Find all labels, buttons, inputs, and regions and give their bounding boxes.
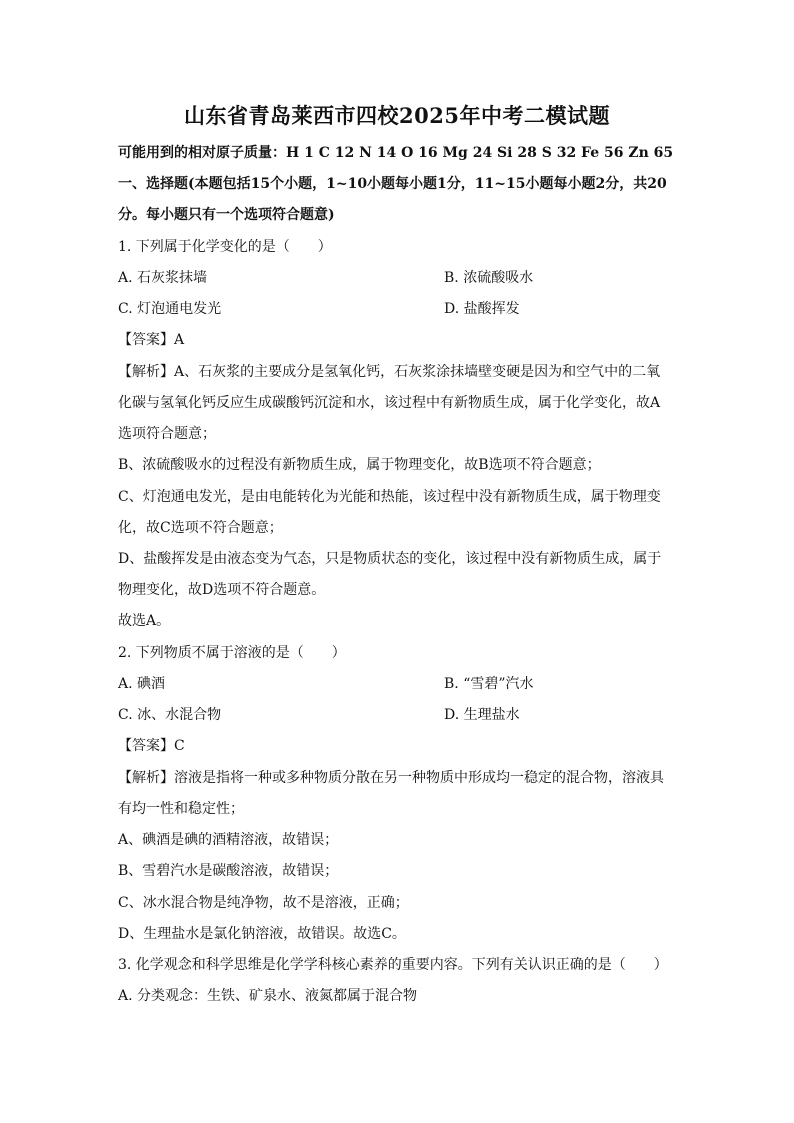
q2-option-a: A. 碘酒 bbox=[118, 676, 166, 692]
q1-stem: 1. 下列属于化学变化的是（ ） bbox=[118, 239, 332, 255]
q1-answer: 【答案】A bbox=[118, 332, 185, 348]
q1-analysis-line: 故选A。 bbox=[118, 613, 171, 629]
section-heading-line1: 一、选择题(本题包括15个小题，1~10小题每小题1分，11~15小题每小题2分，共20 bbox=[118, 176, 667, 192]
q1-analysis-line: B、浓硫酸吸水的过程没有新物质生成，属于物理变化，故B选项不符合题意； bbox=[118, 457, 601, 473]
q2-answer: 【答案】C bbox=[118, 738, 185, 754]
q2-analysis-line: B、雪碧汽水是碳酸溶液，故错误； bbox=[118, 863, 339, 879]
q2-analysis-line: 有均一性和稳定性； bbox=[118, 801, 244, 817]
q2-option-b: B. “雪碧”汽水 bbox=[444, 676, 534, 692]
q1-option-a: A. 石灰浆抹墙 bbox=[118, 270, 208, 286]
q2-stem: 2. 下列物质不属于溶液的是（ ） bbox=[118, 645, 346, 661]
q1-analysis-line: 化，故C选项不符合题意； bbox=[118, 520, 283, 536]
q2-option-d: D. 生理盐水 bbox=[444, 707, 520, 723]
q2-option-c: C. 冰、水混合物 bbox=[118, 707, 222, 723]
q2-analysis-line: D、生理盐水是氯化钠溶液，故错误。故选C。 bbox=[118, 926, 406, 942]
section-heading-line2: 分。每小题只有一个选项符合题意) bbox=[118, 207, 335, 223]
q1-analysis-line: 化碳与氢氧化钙反应生成碳酸钙沉淀和水，该过程中有新物质生成，属于化学变化，故A bbox=[118, 395, 661, 411]
q1-analysis-line: 【解析】A、石灰浆的主要成分是氢氧化钙，石灰浆涂抹墙壁变硬是因为和空气中的二氧 bbox=[118, 364, 661, 380]
q2-analysis-line: C、冰水混合物是纯净物，故不是溶液，正确； bbox=[118, 895, 409, 911]
q1-option-c: C. 灯泡通电发光 bbox=[118, 301, 222, 317]
atomic-masses-note: 可能用到的相对原子质量：H 1 C 12 N 14 O 16 Mg 24 Si 28 S 32 Fe 56 Zn 65 bbox=[118, 145, 674, 161]
q2-analysis-line: A、碘酒是碘的酒精溶液，故错误； bbox=[118, 832, 339, 848]
q1-analysis-line: 选项符合题意； bbox=[118, 426, 216, 442]
q1-analysis-line: 物理变化，故D选项不符合题意。 bbox=[118, 582, 326, 598]
q1-option-d: D. 盐酸挥发 bbox=[444, 301, 520, 317]
page-title: 山东省青岛莱西市四校2025年中考二模试题 bbox=[184, 103, 610, 128]
q2-analysis-line: 【解析】溶液是指将一种或多种物质分散在另一种物质中形成均一稳定的混合物，溶液具 bbox=[118, 770, 664, 786]
q1-analysis-line: D、盐酸挥发是由液态变为气态，只是物质状态的变化，该过程中没有新物质生成，属于 bbox=[118, 551, 662, 567]
q1-option-b: B. 浓硫酸吸水 bbox=[444, 270, 534, 286]
q3-option-a: A. 分类观念：生铁、矿泉水、液氮都属于混合物 bbox=[118, 988, 418, 1004]
q3-stem: 3. 化学观念和科学思维是化学学科核心素养的重要内容。下列有关认识正确的是（ ） bbox=[118, 957, 668, 973]
q1-analysis-line: C、灯泡通电发光，是由电能转化为光能和热能，该过程中没有新物质生成，属于物理变 bbox=[118, 489, 661, 505]
